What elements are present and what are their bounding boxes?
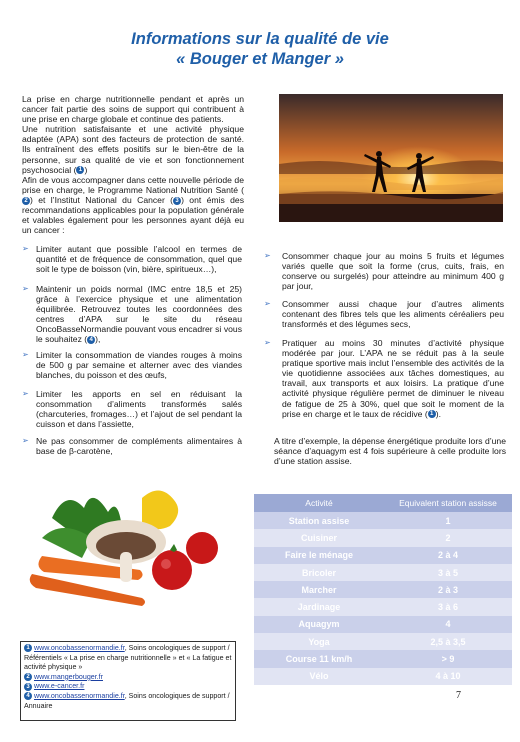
page-title: Informations sur la qualité de vie <box>131 30 389 48</box>
equivalent-cell: 4 <box>384 616 512 633</box>
ref-3-icon: 3 <box>24 683 32 691</box>
reference-link[interactable]: www.mangerbouger.fr <box>33 672 103 681</box>
activity-cell: Jardinage <box>254 598 384 615</box>
reference-4: 4 www.oncobassenormandie.fr, Soins oncologiques de support / Annuaire <box>24 691 230 710</box>
example-text: A titre d’exemple, la dépense énergétique produite lors d’une séance d’aquagym est 4 fois supérieure à celle produite lors d’une station assise. <box>274 436 506 467</box>
equivalent-cell: 3 à 6 <box>384 598 512 615</box>
sunset-beach-photo <box>279 94 503 222</box>
activity-cell: Marcher <box>254 581 384 598</box>
list-item: ➢ Limiter les apports en sel en réduisant la consommation d’aliments transformés salés (charcuteries, fromages…) et l’ajout de sel pendant la cuisson et dans l’assiette, <box>22 389 242 430</box>
arrow-icon: ➢ <box>22 389 29 398</box>
reference-2 <box>24 673 232 683</box>
activity-cell: Cuisiner <box>254 529 384 546</box>
reference-link[interactable]: www.oncobassenormandie.fr <box>33 691 125 700</box>
ref-1-icon: 1 <box>24 644 32 652</box>
ref-1-icon: 1 <box>428 410 436 418</box>
activity-cell: Vélo <box>254 668 384 685</box>
activity-cell: Course 11 km/h <box>254 650 384 667</box>
page-number: 7 <box>456 690 461 701</box>
activity-cell: Station assise <box>254 512 384 529</box>
intro-paragraph-2: Une nutrition satisfaisante et une activité physique adaptée (APA) sont des facteurs de protection de santé. Ils entraînent des effets positifs sur le bien-être de la personne, sur sa qualité de vie et son fonctionnement psychosocial ( 1 ) <box>22 124 244 175</box>
list-item: ➢ Limiter autant que possible l’alcool en termes de quantité et de fréquence de consommation, quel que soit le type de boisson (vin, bière, spiritueux…), <box>22 244 242 275</box>
arrow-icon: ➢ <box>22 284 29 293</box>
equivalent-cell: > 9 <box>384 650 512 667</box>
intro-text <box>22 94 244 235</box>
activity-cell: Faire le ménage <box>254 547 384 564</box>
table-row <box>254 529 512 546</box>
activity-cell: Aquagym <box>254 616 384 633</box>
list-item: ➢ Consommer aussi chaque jour d’autres aliments contenant des fibres tels que les aliments céréaliers peu transformés et des légumes secs, <box>264 299 504 330</box>
ref-1-icon: 1 <box>76 166 84 174</box>
ref-4-icon: 4 <box>87 336 95 344</box>
list-item: ➢ Maintenir un poids normal (IMC entre 18,5 et 25) grâce à l’exercice physique et une alimentation équilibrée. Retrouvez toutes les coordonnées des centres d’APA sur le site du réseau OncoBasseNormandie pouvant vous encadrer si vous le souhaitez ( 4 ), <box>22 284 242 345</box>
table-row <box>254 598 512 615</box>
table-row <box>254 581 512 598</box>
list-item: ➢ Pratiquer au moins 30 minutes d’activité physique modérée par jour. L’APA ne se réduit pas à la seule pratique sportive mais inclut l’ensemble des activités de la vie quotidienne associées aux tâches domestiques, au travail, aux transports et aux loisirs. La pratique d’une activité physique régulière permet de diminuer le niveau de fatigue de 25 à 30%, quel que soit le moment de la prise en charge et le taux de récidive ( 1 ). <box>264 338 504 419</box>
intro-paragraph-3: Afin de vous accompagner dans cette nouvelle période de prise en charge, le Programme National Nutrition Santé (2 ) et l’Institut National du Cancer ( 3 ) ont émis des recommandations applicables pour la population générale et valables également pour les personnes ayant déjà eu un cancer : <box>22 174 244 236</box>
intro-paragraph-1: La prise en charge nutritionnelle pendant et après un cancer fait partie des soins de support qui contribuent à une prise en charge globale et continue des patients. <box>22 94 244 125</box>
column-header-equivalent: Equivalent station assisse <box>384 494 512 512</box>
ref-4-icon: 4 <box>24 692 32 700</box>
table-row <box>254 633 512 650</box>
table-row <box>254 512 512 529</box>
arrow-icon: ➢ <box>22 436 29 445</box>
equivalent-cell: 2 à 3 <box>384 581 512 598</box>
page-subtitle: « Bouger et Manger » <box>176 50 344 68</box>
activity-cell: Yoga <box>254 633 384 650</box>
arrow-icon: ➢ <box>264 299 271 308</box>
table-row <box>254 650 512 667</box>
reference-1: 1 www.oncobassenormandie.fr, Soins oncologiques de support / Référentiels « La prise en charge nutritionnelle » et « La fatigue et activité physique » <box>24 644 232 672</box>
table-row <box>254 668 512 685</box>
equivalent-cell: 4 à 10 <box>384 668 512 685</box>
reference-link[interactable]: www.oncobassenormandie.fr <box>33 644 125 652</box>
arrow-icon: ➢ <box>22 350 29 359</box>
equivalent-cell: 1 <box>384 512 512 529</box>
ref-2-icon: 2 <box>22 197 30 205</box>
table-header-row <box>254 494 512 512</box>
ref-2-icon: 2 <box>24 673 32 681</box>
arrow-icon: ➢ <box>22 244 29 253</box>
table-row <box>254 564 512 581</box>
equivalent-cell: 3 à 5 <box>384 564 512 581</box>
arrow-icon: ➢ <box>264 251 271 260</box>
reference-3 <box>24 682 232 692</box>
column-header-activity: Activité <box>254 494 384 512</box>
references-box <box>20 641 236 721</box>
equivalent-cell: 2 à 4 <box>384 547 512 564</box>
activity-table <box>254 494 512 685</box>
list-item: ➢ Limiter la consommation de viandes rouges à moins de 500 g par semaine et alterner avec des viandes blanches, du poisson et des œufs, <box>22 350 242 381</box>
table-row <box>254 616 512 633</box>
equivalent-cell: 2 <box>384 529 512 546</box>
ref-3-icon: 3 <box>173 197 181 205</box>
activity-cell: Bricoler <box>254 564 384 581</box>
list-item: ➢ Consommer chaque jour au moins 5 fruits et légumes variés quelle que soit la forme (crus, cuits, frais, en conserve ou surgelés) pour atteindre au minimum 400 g par jour, <box>264 251 504 292</box>
vegetables-illustration <box>22 478 218 626</box>
table-row <box>254 547 512 564</box>
reference-link[interactable]: www.e-cancer.fr <box>33 682 85 691</box>
equivalent-cell: 2,5 à 3,5 <box>384 633 512 650</box>
arrow-icon: ➢ <box>264 338 271 347</box>
list-item: ➢ Ne pas consommer de compléments alimentaires à base de β-carotène, <box>22 436 242 457</box>
